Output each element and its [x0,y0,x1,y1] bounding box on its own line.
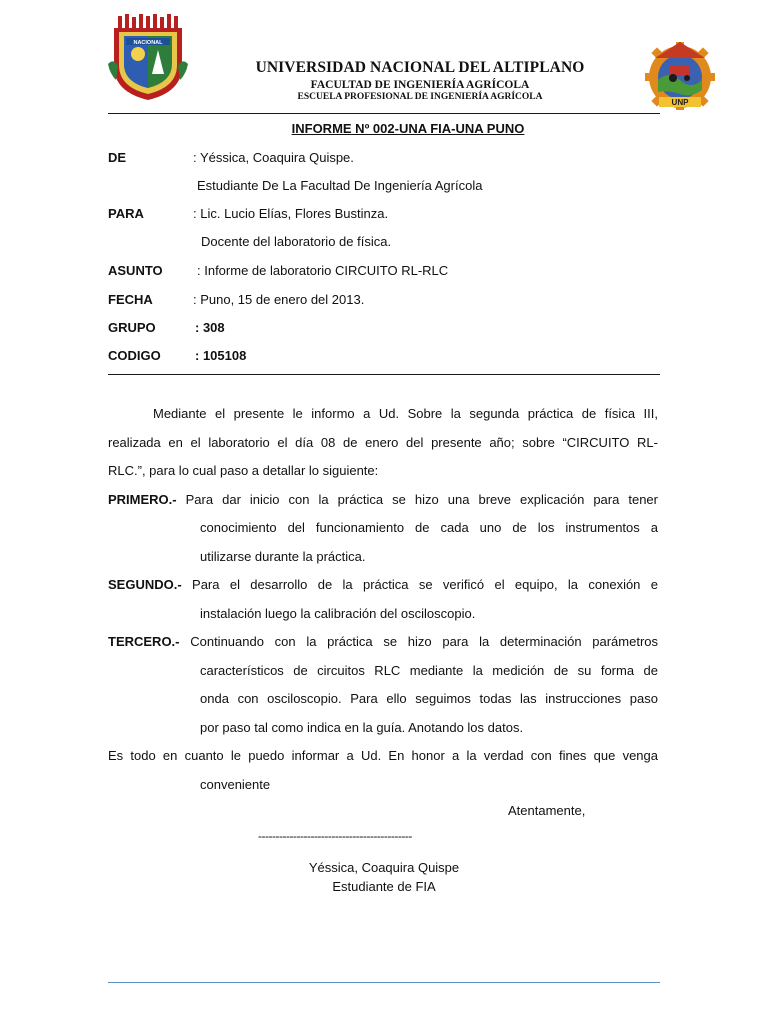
fecha-value: : Puno, 15 de enero del 2013. [193,292,365,307]
report-body [108,400,658,799]
fields-divider [108,374,660,375]
grupo-label: GRUPO [108,320,156,335]
closing-line: Es todo en cuanto le puedo informar a Ud. En honor a la verdad con fines que venga [108,748,658,763]
tercero-line: característicos de circuitos RLC mediante la medición de su forma de [200,662,658,678]
codigo-label: CODIGO [108,348,161,363]
codigo-value: : 105108 [195,348,247,363]
footer-divider [108,982,660,983]
tercero-label: TERCERO.- [108,634,180,649]
seal-text: NACIONAL [133,40,163,46]
segundo-line: instalación luego la calibración del osciloscopio. [200,605,476,621]
fecha-label: FECHA [108,292,153,307]
faculty-gear-emblem-icon [645,40,715,110]
de-label: DE [108,150,127,165]
signer-name: Yéssica, Coaquira Quispe [308,860,460,875]
asunto-label: ASUNTO [108,263,163,278]
primero-line [108,486,658,515]
primero-line: utilizarse durante la práctica. [200,548,366,564]
primero-text: Para dar inicio con la práctica se hizo una breve explicación para tener [185,491,658,507]
para-value: : Lic. Lucio Elías, Flores Bustinza. [193,206,389,221]
tercero-text: Continuando con la práctica se hizo para la determinación parámetros [190,634,658,649]
tercero-line: onda con osciloscopio. Para ello seguimos todas las instrucciones paso [200,691,658,706]
primero-line: conocimiento del funcionamiento de cada uno de los instrumentos a [200,520,658,535]
segundo-text: Para el desarrollo de la práctica se verificó el equipo, la conexión e [192,577,658,592]
intro-line: RLC.”, para lo cual paso a detallar lo siguiente: [108,463,379,478]
signer-role: Estudiante de FIA [332,879,436,894]
header-divider [108,113,660,114]
signature-line: -------------------------------------------- [258,829,412,843]
school-name: ESCUELA PROFESIONAL DE INGENIERÍA AGRÍCOLA [297,92,543,102]
intro-line: realizada en el laboratorio el día 08 de enero del presente año; sobre “CIRCUITO RL- [108,434,658,450]
tercero-line: por paso tal como indica en la guía. Anotando los datos. [200,719,524,735]
emblem-text: UNP [671,98,689,107]
segundo-label: SEGUNDO.- [108,577,182,592]
intro-line: Mediante el presente le informo a Ud. Sobre la segunda práctica de física III, [153,406,658,421]
university-name: UNIVERSIDAD NACIONAL DEL ALTIPLANO [255,59,585,76]
grupo-value: : 308 [195,320,225,335]
de-subtitle: Estudiante De La Facultad De Ingeniería Agrícola [197,178,483,193]
para-label: PARA [108,206,144,221]
report-title: INFORME Nº 002-UNA FIA-UNA PUNO [291,121,525,136]
tercero-line [108,628,658,657]
segundo-line [108,571,658,600]
primero-label: PRIMERO.- [108,491,177,507]
atentamente: Atentamente, [508,803,586,818]
closing-line: conveniente [200,776,271,792]
faculty-name: FACULTAD DE INGENIERÍA AGRÍCOLA [310,79,530,91]
university-seal-icon [108,14,188,100]
asunto-value: : Informe de laboratorio CIRCUITO RL-RLC [197,263,449,278]
de-value: : Yéssica, Coaquira Quispe. [193,150,354,165]
para-subtitle: Docente del laboratorio de física. [201,234,392,249]
